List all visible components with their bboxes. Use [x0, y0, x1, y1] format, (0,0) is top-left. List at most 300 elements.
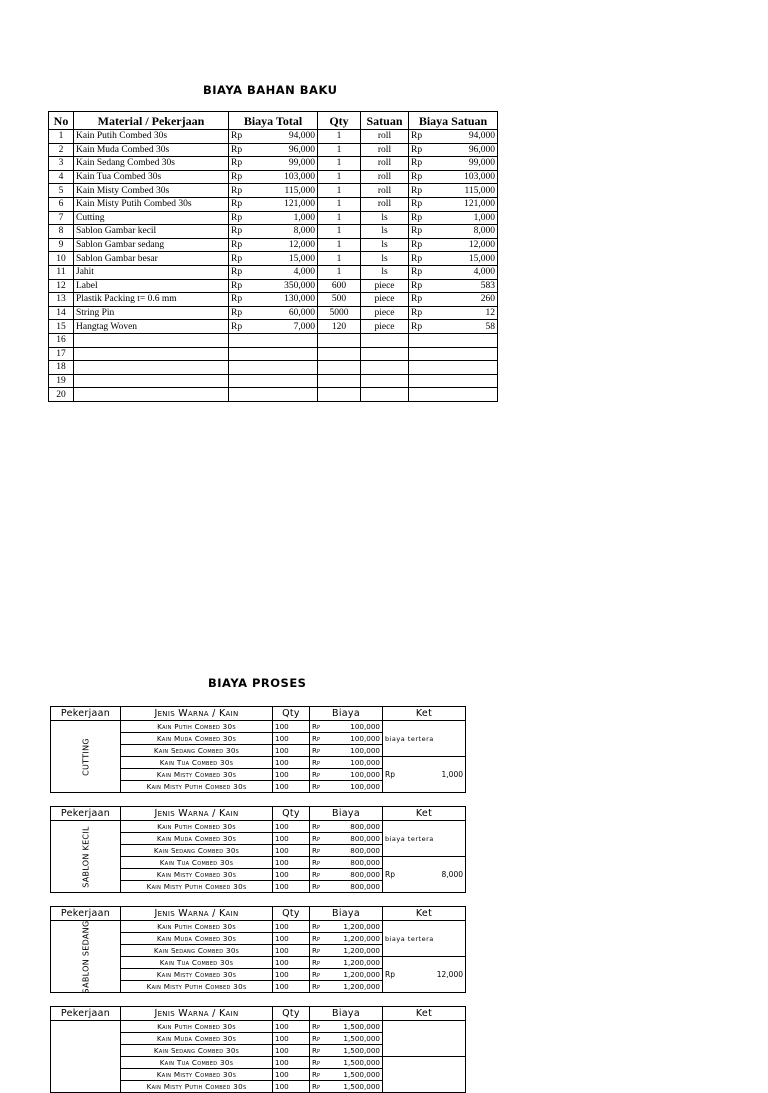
cell-mat: [74, 374, 229, 388]
proses-job-label: SABLON SEDANG: [81, 920, 90, 993]
table-row: [49, 184, 498, 198]
cell-rp: Rp: [229, 184, 254, 198]
cell-biaya: 1,200,000: [328, 981, 383, 993]
cell-kain: Kain Putih Combed 30s: [121, 921, 273, 933]
cell-mat: Kain Misty Combed 30s: [74, 184, 229, 198]
cell-biaya: 1,500,000: [328, 1033, 383, 1045]
cell-sat: piece: [361, 279, 409, 293]
cell-total: 15,000: [253, 252, 318, 266]
table-row: [49, 225, 498, 239]
cell-rp: Rp: [310, 1045, 329, 1057]
cell-mat: [74, 361, 229, 375]
cell-total: 12,000: [253, 238, 318, 252]
cell-sat: [361, 361, 409, 375]
cell-qty: 100: [273, 857, 310, 869]
proses-job-label: CUTTING: [81, 737, 90, 776]
cell-total: 7,000: [253, 320, 318, 334]
cell-unit: 96,000: [433, 143, 498, 157]
cell-qty: 100: [273, 745, 310, 757]
cell-total: 115,000: [253, 184, 318, 198]
col-qty: Qty: [318, 112, 361, 130]
cell-qty: 100: [273, 945, 310, 957]
cell-unit: 58: [433, 320, 498, 334]
cell-total: [253, 361, 318, 375]
cell-rp2: Rp: [409, 184, 434, 198]
cell-kain: Kain Sedang Combed 30s: [121, 745, 273, 757]
cell-total: 60,000: [253, 306, 318, 320]
table-row: [49, 130, 498, 144]
ket-rp: Rp: [385, 769, 395, 779]
cell-rp: Rp: [229, 293, 254, 307]
cell-sat: roll: [361, 197, 409, 211]
cell-qty: 100: [273, 869, 310, 881]
cell-biaya: 1,200,000: [328, 933, 383, 945]
cell-sat: roll: [361, 143, 409, 157]
cell-qty: 100: [273, 833, 310, 845]
ket-value-cell: [383, 757, 466, 793]
cell-kain: Kain Misty Putih Combed 30s: [121, 781, 273, 793]
cell-kain: Kain Muda Combed 30s: [121, 733, 273, 745]
ket-value: 8,000: [441, 869, 463, 879]
cell-unit: [433, 388, 498, 402]
cell-kain: Kain Sedang Combed 30s: [121, 945, 273, 957]
cell-no: 8: [49, 225, 74, 239]
cell-rp: Rp: [229, 211, 254, 225]
proses-col-1: Jenis Warna / Kain: [121, 807, 273, 821]
cell-no: 10: [49, 252, 74, 266]
proses-header-row: [51, 1007, 466, 1021]
cell-rp: [229, 361, 254, 375]
ket-rp: Rp: [385, 869, 395, 879]
cell-biaya: 800,000: [328, 857, 383, 869]
cell-qty: [318, 388, 361, 402]
proses-header-row: [51, 807, 466, 821]
cell-biaya: 100,000: [328, 745, 383, 757]
proses-table: [50, 706, 466, 793]
cell-rp: Rp: [310, 957, 329, 969]
cell-rp: Rp: [310, 1021, 329, 1033]
cell-rp: Rp: [229, 130, 254, 144]
cell-qty: 100: [273, 1057, 310, 1069]
proses-col-4: Ket: [383, 707, 466, 721]
cell-rp2: Rp: [409, 211, 434, 225]
cell-sat: roll: [361, 130, 409, 144]
ket-value: 12,000: [436, 969, 463, 979]
cell-sat: ls: [361, 238, 409, 252]
cell-rp: Rp: [310, 833, 329, 845]
table-row: [49, 320, 498, 334]
proses-col-3: Biaya: [310, 907, 383, 921]
cell-rp2: Rp: [409, 293, 434, 307]
cell-biaya: 800,000: [328, 881, 383, 893]
cell-rp2: Rp: [409, 252, 434, 266]
cell-qty: 600: [318, 279, 361, 293]
cell-rp: Rp: [229, 279, 254, 293]
cell-sat: roll: [361, 157, 409, 171]
cell-qty: 1: [318, 184, 361, 198]
cell-qty: 100: [273, 757, 310, 769]
table-row: [49, 306, 498, 320]
cell-rp: Rp: [229, 170, 254, 184]
ket-rp: Rp: [385, 969, 395, 979]
cell-qty: 1: [318, 130, 361, 144]
cell-unit: [433, 347, 498, 361]
cell-rp2: [409, 347, 434, 361]
cell-rp2: Rp: [409, 157, 434, 171]
cell-biaya: 800,000: [328, 821, 383, 833]
cell-biaya: 100,000: [328, 769, 383, 781]
cell-qty: 120: [318, 320, 361, 334]
cell-biaya: 1,200,000: [328, 969, 383, 981]
col-material: Material / Pekerjaan: [74, 112, 229, 130]
cell-sat: [361, 347, 409, 361]
cell-rp2: Rp: [409, 130, 434, 144]
cell-rp2: Rp: [409, 320, 434, 334]
cell-kain: Kain Putih Combed 30s: [121, 721, 273, 733]
proses-col-1: Jenis Warna / Kain: [121, 707, 273, 721]
proses-col-3: Biaya: [310, 1007, 383, 1021]
cell-qty: 100: [273, 821, 310, 833]
cell-sat: [361, 333, 409, 347]
cell-no: 16: [49, 333, 74, 347]
cell-unit: 12,000: [433, 238, 498, 252]
cell-no: 6: [49, 197, 74, 211]
cell-qty: 100: [273, 881, 310, 893]
cell-kain: Kain Putih Combed 30s: [121, 821, 273, 833]
cell-kain: Kain Misty Putih Combed 30s: [121, 1081, 273, 1093]
table-row: [49, 279, 498, 293]
ket-note-cell: [383, 721, 466, 757]
cell-kain: Kain Tua Combed 30s: [121, 757, 273, 769]
cell-mat: Kain Tua Combed 30s: [74, 170, 229, 184]
cell-no: 14: [49, 306, 74, 320]
proses-table: [50, 806, 466, 893]
cell-kain: Kain Misty Combed 30s: [121, 969, 273, 981]
cell-rp: Rp: [310, 1033, 329, 1045]
cell-qty: 1: [318, 197, 361, 211]
cell-rp2: [409, 333, 434, 347]
cell-qty: 1: [318, 211, 361, 225]
cell-sat: piece: [361, 306, 409, 320]
cell-kain: Kain Muda Combed 30s: [121, 1033, 273, 1045]
cell-unit: 260: [433, 293, 498, 307]
cell-mat: Sablon Gambar kecil: [74, 225, 229, 239]
cell-rp: [229, 333, 254, 347]
cell-qty: 100: [273, 769, 310, 781]
cell-sat: ls: [361, 225, 409, 239]
cell-rp2: Rp: [409, 265, 434, 279]
col-satuan: Satuan: [361, 112, 409, 130]
proses-col-2: Qty: [273, 1007, 310, 1021]
cell-qty: [318, 347, 361, 361]
cell-biaya: 100,000: [328, 733, 383, 745]
bahan-title: BIAYA BAHAN BAKU: [203, 83, 338, 97]
cell-no: 7: [49, 211, 74, 225]
cell-no: 20: [49, 388, 74, 402]
cell-rp: Rp: [310, 733, 329, 745]
cell-rp2: [409, 388, 434, 402]
table-row: [51, 1021, 466, 1033]
cell-rp2: Rp: [409, 306, 434, 320]
cell-unit: 583: [433, 279, 498, 293]
proses-header-row: [51, 907, 466, 921]
ket-note: biaya tertera: [385, 834, 434, 843]
cell-biaya: 100,000: [328, 721, 383, 733]
cell-biaya: 1,200,000: [328, 945, 383, 957]
cell-rp2: Rp: [409, 279, 434, 293]
cell-qty: [318, 361, 361, 375]
cell-biaya: 1,500,000: [328, 1021, 383, 1033]
cell-mat: Kain Putih Combed 30s: [74, 130, 229, 144]
table-row: [49, 211, 498, 225]
ket-value-cell: [383, 1057, 466, 1093]
proses-col-2: Qty: [273, 907, 310, 921]
cell-unit: 94,000: [433, 130, 498, 144]
cell-qty: 1: [318, 143, 361, 157]
cell-qty: 100: [273, 733, 310, 745]
cell-kain: Kain Misty Putih Combed 30s: [121, 881, 273, 893]
cell-total: [253, 333, 318, 347]
cell-total: [253, 347, 318, 361]
table-row: [49, 361, 498, 375]
cell-qty: 1: [318, 252, 361, 266]
proses-col-1: Jenis Warna / Kain: [121, 1007, 273, 1021]
cell-qty: 1: [318, 225, 361, 239]
cell-rp: Rp: [229, 157, 254, 171]
cell-qty: 100: [273, 1081, 310, 1093]
cell-unit: 103,000: [433, 170, 498, 184]
cell-unit: 15,000: [433, 252, 498, 266]
cell-no: 4: [49, 170, 74, 184]
cell-mat: Cutting: [74, 211, 229, 225]
cell-mat: Kain Sedang Combed 30s: [74, 157, 229, 171]
cell-total: 350,000: [253, 279, 318, 293]
cell-rp: Rp: [310, 781, 329, 793]
cell-no: 9: [49, 238, 74, 252]
cell-qty: 100: [273, 1069, 310, 1081]
cell-kain: Kain Sedang Combed 30s: [121, 1045, 273, 1057]
cell-unit: 115,000: [433, 184, 498, 198]
table-row: [49, 347, 498, 361]
cell-qty: 1: [318, 170, 361, 184]
proses-job-cell: [51, 821, 121, 893]
cell-biaya: 1,500,000: [328, 1081, 383, 1093]
cell-sat: piece: [361, 320, 409, 334]
proses-table: [50, 906, 466, 993]
cell-kain: Kain Misty Combed 30s: [121, 869, 273, 881]
cell-total: 1,000: [253, 211, 318, 225]
cell-rp: Rp: [310, 857, 329, 869]
cell-rp2: Rp: [409, 143, 434, 157]
cell-unit: [433, 374, 498, 388]
cell-no: 15: [49, 320, 74, 334]
table-row: [49, 197, 498, 211]
cell-sat: ls: [361, 211, 409, 225]
cell-rp: Rp: [310, 869, 329, 881]
bahan-table: [48, 111, 498, 402]
cell-mat: [74, 388, 229, 402]
cell-mat: Label: [74, 279, 229, 293]
proses-col-0: Pekerjaan: [51, 907, 121, 921]
table-row: [49, 143, 498, 157]
cell-rp: Rp: [310, 1081, 329, 1093]
cell-kain: Kain Putih Combed 30s: [121, 1021, 273, 1033]
cell-qty: 100: [273, 845, 310, 857]
table-row: [49, 157, 498, 171]
col-no: No: [49, 112, 74, 130]
cell-kain: Kain Tua Combed 30s: [121, 957, 273, 969]
proses-col-4: Ket: [383, 907, 466, 921]
proses-table: [50, 1006, 466, 1093]
cell-qty: 1: [318, 157, 361, 171]
proses-col-0: Pekerjaan: [51, 707, 121, 721]
ket-note-cell: [383, 921, 466, 957]
cell-qty: 100: [273, 1033, 310, 1045]
cell-mat: Kain Misty Putih Combed 30s: [74, 197, 229, 211]
cell-total: 121,000: [253, 197, 318, 211]
cell-sat: roll: [361, 184, 409, 198]
cell-qty: 100: [273, 969, 310, 981]
cell-no: 1: [49, 130, 74, 144]
cell-total: [253, 388, 318, 402]
ket-value-cell: [383, 857, 466, 893]
cell-kain: Kain Misty Combed 30s: [121, 769, 273, 781]
cell-rp: Rp: [310, 921, 329, 933]
cell-rp: Rp: [229, 238, 254, 252]
ket-value: 1,000: [441, 769, 463, 779]
bahan-header-row: [49, 112, 498, 130]
cell-rp: Rp: [310, 881, 329, 893]
cell-mat: Jahit: [74, 265, 229, 279]
cell-rp: Rp: [310, 969, 329, 981]
cell-rp: Rp: [310, 721, 329, 733]
cell-biaya: 800,000: [328, 869, 383, 881]
cell-qty: 100: [273, 981, 310, 993]
cell-rp: Rp: [229, 265, 254, 279]
cell-biaya: 800,000: [328, 845, 383, 857]
cell-total: 96,000: [253, 143, 318, 157]
cell-rp: Rp: [310, 821, 329, 833]
proses-title: BIAYA PROSES: [208, 676, 307, 690]
proses-col-0: Pekerjaan: [51, 1007, 121, 1021]
cell-biaya: 1,200,000: [328, 921, 383, 933]
cell-sat: ls: [361, 252, 409, 266]
table-row: [49, 265, 498, 279]
cell-rp2: Rp: [409, 197, 434, 211]
cell-sat: roll: [361, 170, 409, 184]
cell-total: 99,000: [253, 157, 318, 171]
cell-no: 13: [49, 293, 74, 307]
cell-qty: 5000: [318, 306, 361, 320]
cell-qty: [318, 333, 361, 347]
cell-kain: Kain Sedang Combed 30s: [121, 845, 273, 857]
cell-qty: 100: [273, 1021, 310, 1033]
cell-biaya: 100,000: [328, 781, 383, 793]
cell-unit: 8,000: [433, 225, 498, 239]
cell-unit: [433, 361, 498, 375]
cell-mat: String Pin: [74, 306, 229, 320]
col-biaya-satuan: Biaya Satuan: [409, 112, 498, 130]
cell-rp: [229, 374, 254, 388]
cell-rp: Rp: [229, 143, 254, 157]
cell-mat: Sablon Gambar sedang: [74, 238, 229, 252]
proses-col-4: Ket: [383, 807, 466, 821]
ket-note: biaya tertera: [385, 734, 434, 743]
proses-col-1: Jenis Warna / Kain: [121, 907, 273, 921]
cell-unit: 4,000: [433, 265, 498, 279]
cell-biaya: 1,500,000: [328, 1057, 383, 1069]
cell-no: 11: [49, 265, 74, 279]
cell-qty: 100: [273, 781, 310, 793]
ket-value-cell: [383, 957, 466, 993]
proses-job-cell: [51, 1021, 121, 1093]
cell-no: 12: [49, 279, 74, 293]
proses-job-cell: [51, 721, 121, 793]
table-row: [51, 821, 466, 833]
cell-no: 3: [49, 157, 74, 171]
cell-rp: Rp: [310, 1057, 329, 1069]
proses-col-2: Qty: [273, 807, 310, 821]
cell-unit: [433, 333, 498, 347]
cell-no: 5: [49, 184, 74, 198]
table-row: [51, 721, 466, 733]
cell-no: 19: [49, 374, 74, 388]
proses-job-label: SABLON KECIL: [81, 825, 90, 888]
cell-rp: Rp: [229, 197, 254, 211]
cell-rp: Rp: [310, 933, 329, 945]
cell-sat: ls: [361, 265, 409, 279]
cell-biaya: 100,000: [328, 757, 383, 769]
cell-kain: Kain Tua Combed 30s: [121, 1057, 273, 1069]
cell-rp: [229, 388, 254, 402]
cell-qty: 500: [318, 293, 361, 307]
cell-mat: Kain Muda Combed 30s: [74, 143, 229, 157]
cell-no: 18: [49, 361, 74, 375]
table-row: [49, 388, 498, 402]
cell-total: 130,000: [253, 293, 318, 307]
cell-rp: Rp: [310, 845, 329, 857]
cell-total: 103,000: [253, 170, 318, 184]
cell-kain: Kain Tua Combed 30s: [121, 857, 273, 869]
cell-biaya: 1,200,000: [328, 957, 383, 969]
table-row: [49, 238, 498, 252]
cell-total: 4,000: [253, 265, 318, 279]
cell-kain: Kain Misty Combed 30s: [121, 1069, 273, 1081]
cell-rp2: Rp: [409, 170, 434, 184]
table-row: [49, 252, 498, 266]
cell-rp: Rp: [229, 306, 254, 320]
cell-sat: [361, 374, 409, 388]
cell-mat: [74, 333, 229, 347]
proses-col-3: Biaya: [310, 707, 383, 721]
proses-col-2: Qty: [273, 707, 310, 721]
cell-mat: [74, 347, 229, 361]
cell-biaya: 1,500,000: [328, 1045, 383, 1057]
cell-rp: Rp: [310, 981, 329, 993]
cell-rp: Rp: [310, 745, 329, 757]
cell-total: 8,000: [253, 225, 318, 239]
cell-rp: Rp: [229, 320, 254, 334]
cell-mat: Sablon Gambar besar: [74, 252, 229, 266]
cell-rp: Rp: [229, 225, 254, 239]
cell-qty: 100: [273, 921, 310, 933]
cell-qty: 1: [318, 265, 361, 279]
cell-kain: Kain Misty Putih Combed 30s: [121, 981, 273, 993]
cell-qty: 100: [273, 933, 310, 945]
cell-unit: 99,000: [433, 157, 498, 171]
cell-rp2: [409, 361, 434, 375]
cell-biaya: 800,000: [328, 833, 383, 845]
